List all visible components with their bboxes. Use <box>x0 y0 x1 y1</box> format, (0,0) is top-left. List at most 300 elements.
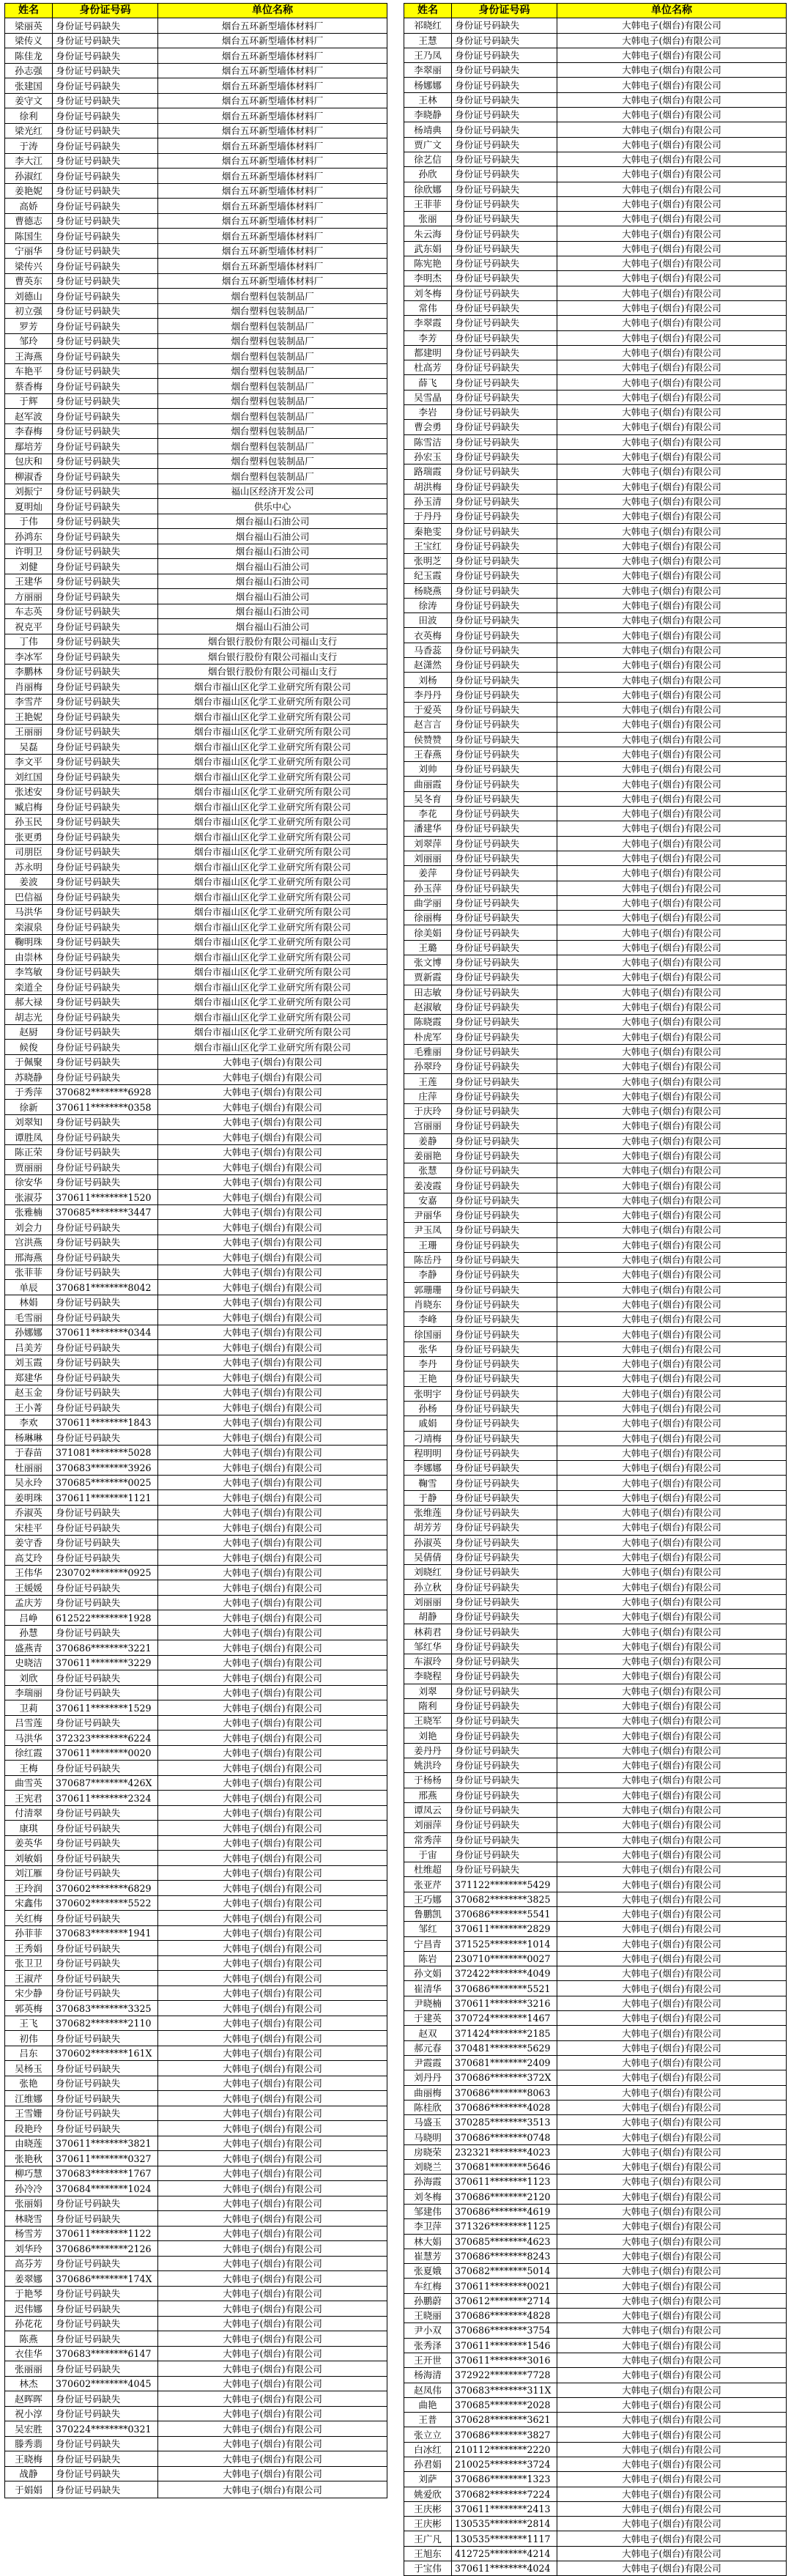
person-name-cell: 车淑玲 <box>404 1654 452 1668</box>
employer-cell: 大韩电子(烟台)有限公司 <box>158 1625 387 1640</box>
id-number-cell: 身份证号码缺失 <box>452 420 557 434</box>
table-row <box>5 1250 387 1265</box>
employer-cell: 大韩电子(烟台)有限公司 <box>158 2361 387 2377</box>
id-number-cell: 身份证号码缺失 <box>452 807 557 821</box>
employer-cell: 大韩电子(烟台)有限公司 <box>158 1250 387 1265</box>
id-number-cell: 身份证号码缺失 <box>452 851 557 865</box>
id-number-cell: 370611********1123 <box>452 2175 557 2189</box>
id-number-cell: 371326********1125 <box>452 2219 557 2234</box>
person-name-cell: 秦艳雯 <box>404 524 452 538</box>
id-number-cell: 370612********2714 <box>452 2293 557 2308</box>
person-name-cell: 张菲菲 <box>5 1265 53 1280</box>
person-name-cell: 陈正荣 <box>5 1144 53 1160</box>
person-name-cell: 巴信福 <box>5 889 53 905</box>
id-number-cell: 身份证号码缺失 <box>53 423 158 439</box>
employer-cell: 烟台五环新型墙体材料厂 <box>158 63 387 78</box>
id-number-cell: 身份证号码缺失 <box>53 1985 158 2001</box>
person-name-cell: 尹小双 <box>404 2323 452 2338</box>
person-name-cell: 杨雪芳 <box>5 2226 53 2241</box>
employer-cell: 大韩电子(烟台)有限公司 <box>158 1220 387 1235</box>
employer-cell: 烟台五环新型墙体材料厂 <box>158 78 387 94</box>
employer-cell: 大韩电子(烟台)有限公司 <box>557 2427 787 2442</box>
employer-cell: 大韩电子(烟台)有限公司 <box>557 78 787 92</box>
id-number-cell: 身份证号码缺失 <box>53 1355 158 1370</box>
table-row <box>404 1223 787 1237</box>
id-number-cell: 身份证号码缺失 <box>452 747 557 761</box>
employer-cell: 大韩电子(烟台)有限公司 <box>557 2397 787 2412</box>
employer-cell: 大韩电子(烟台)有限公司 <box>557 345 787 360</box>
person-name-cell: 马洪华 <box>5 1731 53 1746</box>
table-row <box>404 2531 787 2546</box>
id-number-cell: 身份证号码缺失 <box>452 1431 557 1446</box>
id-number-cell: 身份证号码缺失 <box>452 970 557 985</box>
table-row <box>404 628 787 643</box>
person-name-cell: 李欢 <box>5 1415 53 1430</box>
id-number-cell: 412725********4214 <box>452 2546 557 2561</box>
table-row <box>5 1821 387 1836</box>
employer-cell: 烟台五环新型墙体材料厂 <box>158 243 387 259</box>
employer-cell: 大韩电子(烟台)有限公司 <box>557 895 787 910</box>
person-name-cell: 王珊 <box>404 1237 452 1252</box>
table-row <box>404 2115 787 2130</box>
person-name-cell: 丁伟 <box>5 634 53 649</box>
table-row <box>5 1925 387 1941</box>
table-row <box>404 925 787 940</box>
table-row <box>5 1955 387 1971</box>
employer-cell: 大韩电子(烟台)有限公司 <box>557 1163 787 1178</box>
table-row <box>5 1174 387 1190</box>
employer-cell: 大韩电子(烟台)有限公司 <box>158 2256 387 2271</box>
table-row <box>404 1401 787 1415</box>
table-row <box>5 964 387 980</box>
person-name-cell: 马洪华 <box>5 904 53 919</box>
id-number-cell: 身份证号码缺失 <box>53 604 158 619</box>
employer-cell: 大韩电子(烟台)有限公司 <box>557 569 787 583</box>
person-name-cell: 于辉 <box>5 393 53 409</box>
id-number-cell: 身份证号码缺失 <box>53 2286 158 2301</box>
id-number-cell: 身份证号码缺失 <box>53 1370 158 1385</box>
employer-cell: 大韩电子(烟台)有限公司 <box>557 449 787 464</box>
person-name-cell: 李笃敏 <box>5 964 53 980</box>
table-row <box>5 2106 387 2121</box>
id-number-cell: 身份证号码缺失 <box>53 2361 158 2377</box>
employer-cell: 烟台塑料包装制品厂 <box>158 469 387 484</box>
person-name-cell: 陈岩 <box>404 1951 452 1966</box>
employer-cell: 大韩电子(烟台)有限公司 <box>557 1535 787 1550</box>
table-row <box>404 2353 787 2367</box>
table-row <box>5 1941 387 1956</box>
table-row <box>404 2383 787 2397</box>
id-number-cell: 身份证号码缺失 <box>53 303 158 319</box>
person-name-cell: 陈宪艳 <box>404 256 452 271</box>
table-row <box>5 1445 387 1460</box>
employer-cell: 大韩电子(烟台)有限公司 <box>557 2115 787 2130</box>
id-number-cell: 身份证号码缺失 <box>452 33 557 48</box>
employer-cell: 大韩电子(烟台)有限公司 <box>557 807 787 821</box>
table-row <box>5 1475 387 1490</box>
id-number-cell: 130535********2814 <box>452 2517 557 2531</box>
table-row <box>5 1550 387 1566</box>
table-row <box>5 2271 387 2287</box>
table-row <box>5 2436 387 2451</box>
employer-cell: 烟台福山石油公司 <box>158 559 387 574</box>
id-number-cell: 230710********0027 <box>452 1951 557 1966</box>
employer-cell: 大韩电子(烟台)有限公司 <box>557 2338 787 2353</box>
id-number-cell: 身份证号码缺失 <box>452 1327 557 1341</box>
table-row <box>5 1505 387 1520</box>
employer-cell: 烟台五环新型墙体材料厂 <box>158 213 387 229</box>
table-row <box>404 1773 787 1788</box>
person-name-cell: 杜高芳 <box>404 360 452 375</box>
person-name-cell: 张丽娟 <box>5 2196 53 2211</box>
table-row <box>5 2466 387 2481</box>
id-number-cell: 身份证号码缺失 <box>53 874 158 889</box>
person-name-cell: 张文博 <box>404 955 452 970</box>
id-number-cell: 身份证号码缺失 <box>53 243 158 259</box>
employer-cell: 大韩电子(烟台)有限公司 <box>158 2196 387 2211</box>
person-name-cell: 刘振宁 <box>5 484 53 499</box>
employer-cell: 大韩电子(烟台)有限公司 <box>158 2436 387 2451</box>
employer-cell: 大韩电子(烟台)有限公司 <box>158 1971 387 1986</box>
table-row <box>404 286 787 300</box>
table-row <box>404 538 787 553</box>
header-name: 姓名 <box>404 4 452 18</box>
employer-cell: 大韩电子(烟台)有限公司 <box>158 1520 387 1536</box>
employer-cell: 大韩电子(烟台)有限公司 <box>158 1370 387 1385</box>
employer-cell: 大韩电子(烟台)有限公司 <box>158 2121 387 2136</box>
person-name-cell: 杨琳琳 <box>5 1430 53 1446</box>
id-number-cell: 身份证号码缺失 <box>452 1223 557 1237</box>
table-row <box>5 33 387 48</box>
table-row <box>5 1280 387 1295</box>
person-name-cell: 徐欣娜 <box>404 182 452 196</box>
id-number-cell: 370611********0021 <box>452 2279 557 2293</box>
person-name-cell: 姜丽艳 <box>404 1148 452 1163</box>
person-name-cell: 白冰红 <box>404 2442 452 2457</box>
employer-cell: 大韩电子(烟台)有限公司 <box>557 1936 787 1951</box>
table-row <box>404 345 787 360</box>
person-name-cell: 陈佳龙 <box>5 48 53 64</box>
id-number-cell: 身份证号码缺失 <box>452 256 557 271</box>
id-number-cell: 身份证号码缺失 <box>53 1340 158 1355</box>
id-number-cell: 身份证号码缺失 <box>452 182 557 196</box>
id-number-cell: 身份证号码缺失 <box>53 259 158 274</box>
person-name-cell: 宋少静 <box>5 1985 53 2001</box>
table-row <box>5 1520 387 1536</box>
id-number-cell: 身份证号码缺失 <box>452 18 557 33</box>
id-number-cell: 370687********426X <box>53 1775 158 1791</box>
employer-cell: 大韩电子(烟台)有限公司 <box>158 1325 387 1340</box>
person-name-cell: 刘翠知 <box>5 1114 53 1130</box>
table-row <box>404 2234 787 2249</box>
person-name-cell: 陈国生 <box>5 229 53 244</box>
table-row <box>5 1340 387 1355</box>
table-row <box>404 1788 787 1802</box>
roster-table-right <box>404 3 787 2576</box>
table-row <box>404 911 787 925</box>
id-number-cell: 身份证号码缺失 <box>452 1550 557 1564</box>
table-row <box>404 360 787 375</box>
id-number-cell: 370681********8042 <box>53 1280 158 1295</box>
id-number-cell: 身份证号码缺失 <box>452 821 557 836</box>
employer-cell: 大韩电子(烟台)有限公司 <box>557 702 787 717</box>
employer-cell: 大韩电子(烟台)有限公司 <box>557 762 787 777</box>
employer-cell: 大韩电子(烟台)有限公司 <box>557 791 787 806</box>
id-number-cell: 370685********3447 <box>53 1204 158 1220</box>
person-name-cell: 赵淑敏 <box>404 999 452 1014</box>
id-number-cell: 身份证号码缺失 <box>53 634 158 649</box>
table-row <box>5 1310 387 1325</box>
header-id-number: 身份证号码 <box>452 4 557 18</box>
table-row <box>5 709 387 725</box>
table-row <box>404 92 787 107</box>
id-number-cell: 370611********1121 <box>53 1490 158 1506</box>
person-name-cell: 王宝红 <box>404 538 452 553</box>
person-name-cell: 江维娜 <box>5 2091 53 2106</box>
id-number-cell: 身份证号码缺失 <box>53 1070 158 1085</box>
id-number-cell: 身份证号码缺失 <box>53 439 158 454</box>
person-name-cell: 王艳妮 <box>5 709 53 725</box>
id-number-cell: 身份证号码缺失 <box>53 108 158 124</box>
employer-cell: 大韩电子(烟台)有限公司 <box>557 256 787 271</box>
employer-cell: 大韩电子(烟台)有限公司 <box>557 420 787 434</box>
employer-cell: 大韩电子(烟台)有限公司 <box>557 1892 787 1906</box>
employer-cell: 大韩电子(烟台)有限公司 <box>557 152 787 166</box>
employer-cell: 烟台塑料包装制品厂 <box>158 423 387 439</box>
id-number-cell: 身份证号码缺失 <box>452 92 557 107</box>
table-row <box>5 1265 387 1280</box>
employer-cell: 烟台五环新型墙体材料厂 <box>158 48 387 64</box>
table-row <box>404 1208 787 1223</box>
table-row <box>5 514 387 529</box>
employer-cell: 大韩电子(烟台)有限公司 <box>557 2323 787 2338</box>
person-name-cell: 杨晓燕 <box>404 583 452 598</box>
id-number-cell: 370683********1941 <box>53 1925 158 1941</box>
employer-cell: 大韩电子(烟台)有限公司 <box>158 1160 387 1175</box>
employer-cell: 大韩电子(烟台)有限公司 <box>557 2160 787 2175</box>
person-name-cell: 栾道全 <box>5 980 53 995</box>
employer-cell: 大韩电子(烟台)有限公司 <box>557 434 787 449</box>
table-row <box>5 1130 387 1145</box>
person-name-cell: 王春燕 <box>404 747 452 761</box>
table-row <box>404 2130 787 2144</box>
id-number-cell: 身份证号码缺失 <box>53 559 158 574</box>
table-row <box>5 1685 387 1700</box>
table-row <box>5 1460 387 1476</box>
table-row <box>404 777 787 791</box>
id-number-cell: 身份证号码缺失 <box>53 2256 158 2271</box>
table-row <box>404 48 787 62</box>
id-number-cell: 身份证号码缺失 <box>53 213 158 229</box>
table-row <box>404 2517 787 2531</box>
table-row <box>5 303 387 319</box>
table-row <box>404 2189 787 2204</box>
table-row <box>404 241 787 256</box>
employer-cell: 大韩电子(烟台)有限公司 <box>557 940 787 955</box>
id-number-cell: 身份证号码缺失 <box>452 1312 557 1327</box>
person-name-cell: 王普 <box>404 2413 452 2427</box>
table-row <box>404 524 787 538</box>
person-name-cell: 林杰 <box>5 2376 53 2391</box>
id-number-cell: 身份证号码缺失 <box>452 449 557 464</box>
id-number-cell: 身份证号码缺失 <box>452 1654 557 1668</box>
person-name-cell: 肖晓东 <box>404 1297 452 1311</box>
person-name-cell: 宁昌青 <box>404 1936 452 1951</box>
employer-cell: 大韩电子(烟台)有限公司 <box>158 1565 387 1580</box>
table-row <box>5 2331 387 2347</box>
person-name-cell: 王艳 <box>404 1372 452 1386</box>
table-row <box>404 226 787 241</box>
id-number-cell: 身份证号码缺失 <box>452 1594 557 1609</box>
table-row <box>404 1936 787 1951</box>
table-row <box>404 2309 787 2323</box>
id-number-cell: 身份证号码缺失 <box>452 1520 557 1535</box>
person-name-cell: 邹玲 <box>5 333 53 349</box>
table-row <box>5 619 387 634</box>
employer-cell: 大韩电子(烟台)有限公司 <box>557 970 787 985</box>
person-name-cell: 姜波 <box>5 874 53 889</box>
employer-cell: 大韩电子(烟台)有限公司 <box>557 182 787 196</box>
id-number-cell: 身份证号码缺失 <box>53 2196 158 2211</box>
person-name-cell: 盛燕青 <box>5 1640 53 1656</box>
id-number-cell: 身份证号码缺失 <box>452 405 557 420</box>
employer-cell: 大韩电子(烟台)有限公司 <box>557 226 787 241</box>
table-row <box>5 1881 387 1896</box>
person-name-cell: 隋利 <box>404 1698 452 1713</box>
person-name-cell: 王梅 <box>5 1761 53 1776</box>
employer-cell: 大韩电子(烟台)有限公司 <box>557 687 787 702</box>
person-name-cell: 张明芝 <box>404 553 452 568</box>
id-number-cell: 身份证号码缺失 <box>53 169 158 184</box>
person-name-cell: 崔清华 <box>404 1981 452 1996</box>
employer-cell: 大韩电子(烟台)有限公司 <box>557 1059 787 1074</box>
employer-cell: 大韩电子(烟台)有限公司 <box>158 1821 387 1836</box>
table-row <box>404 1802 787 1817</box>
person-name-cell: 徐丽梅 <box>404 911 452 925</box>
person-name-cell: 马盛玉 <box>404 2115 452 2130</box>
employer-cell: 烟台市福山区化学工业研究所有限公司 <box>158 709 387 725</box>
person-name-cell: 孟庆芳 <box>5 1595 53 1610</box>
person-name-cell: 陈晓霞 <box>404 1015 452 1029</box>
id-number-cell: 身份证号码缺失 <box>452 1119 557 1133</box>
id-number-cell: 身份证号码缺失 <box>53 1295 158 1310</box>
person-name-cell: 曹会勇 <box>404 420 452 434</box>
table-row <box>404 970 787 985</box>
person-name-cell: 姜翠娜 <box>5 2271 53 2287</box>
employer-cell: 大韩电子(烟台)有限公司 <box>557 1015 787 1029</box>
person-name-cell: 姜丹丹 <box>404 1743 452 1758</box>
id-number-cell: 身份证号码缺失 <box>452 1847 557 1862</box>
id-number-cell: 370681********2409 <box>452 2055 557 2070</box>
id-number-cell: 130535********1117 <box>452 2531 557 2546</box>
id-number-cell: 身份证号码缺失 <box>53 1835 158 1851</box>
person-name-cell: 邹建伟 <box>404 2204 452 2218</box>
id-number-cell: 身份证号码缺失 <box>452 1074 557 1089</box>
employer-cell: 大韩电子(烟台)有限公司 <box>557 1044 787 1059</box>
person-name-cell: 鞠雪 <box>404 1476 452 1490</box>
employer-cell: 大韩电子(烟台)有限公司 <box>557 911 787 925</box>
employer-cell: 烟台市福山区化学工业研究所有限公司 <box>158 934 387 950</box>
employer-cell: 烟台银行股份有限公司福山支行 <box>158 664 387 679</box>
id-number-cell: 身份证号码缺失 <box>53 63 158 78</box>
person-name-cell: 曹英东 <box>5 273 53 289</box>
employer-cell: 大韩电子(烟台)有限公司 <box>557 92 787 107</box>
employer-cell: 大韩电子(烟台)有限公司 <box>158 1235 387 1250</box>
person-name-cell: 王莲 <box>404 1074 452 1089</box>
person-name-cell: 王建华 <box>5 574 53 589</box>
employer-cell: 烟台市福山区化学工业研究所有限公司 <box>158 829 387 845</box>
table-row <box>5 844 387 859</box>
table-row <box>5 1775 387 1791</box>
employer-cell: 大韩电子(烟台)有限公司 <box>158 2016 387 2031</box>
id-number-cell: 身份证号码缺失 <box>452 732 557 747</box>
table-row <box>404 1818 787 1832</box>
employer-cell: 大韩电子(烟台)有限公司 <box>158 2286 387 2301</box>
table-row <box>5 2391 387 2407</box>
id-number-cell: 身份证号码缺失 <box>53 799 158 815</box>
person-name-cell: 刘晓红 <box>404 1565 452 1580</box>
person-name-cell: 李春梅 <box>5 423 53 439</box>
table-row <box>404 63 787 78</box>
employer-cell: 大韩电子(烟台)有限公司 <box>557 2175 787 2189</box>
employer-cell: 大韩电子(烟台)有限公司 <box>158 1535 387 1550</box>
person-name-cell: 纪玉霞 <box>404 569 452 583</box>
person-name-cell: 姜静 <box>404 1133 452 1148</box>
person-name-cell: 孙淑英 <box>404 1535 452 1550</box>
id-number-cell: 身份证号码缺失 <box>53 679 158 695</box>
table-row <box>5 1670 387 1686</box>
person-name-cell: 宋鑫伟 <box>5 1895 53 1911</box>
employer-cell: 大韩电子(烟台)有限公司 <box>158 1761 387 1776</box>
id-number-cell: 身份证号码缺失 <box>53 2391 158 2407</box>
table-row <box>404 1461 787 1476</box>
person-name-cell: 郭英梅 <box>5 2001 53 2016</box>
person-name-cell: 刘丽萍 <box>404 1818 452 1832</box>
employer-cell: 大韩电子(烟台)有限公司 <box>158 1340 387 1355</box>
employer-cell: 大韩电子(烟台)有限公司 <box>557 1029 787 1044</box>
employer-cell: 大韩电子(烟台)有限公司 <box>158 2421 387 2437</box>
id-number-cell: 身份证号码缺失 <box>452 1818 557 1832</box>
table-row <box>404 999 787 1014</box>
employer-cell: 烟台福山石油公司 <box>158 529 387 544</box>
employer-cell: 大韩电子(烟台)有限公司 <box>557 583 787 598</box>
table-row <box>404 1178 787 1193</box>
employer-cell: 大韩电子(烟台)有限公司 <box>557 122 787 137</box>
person-name-cell: 邹红 <box>404 1922 452 1936</box>
id-number-cell: 身份证号码缺失 <box>53 1851 158 1866</box>
employer-cell: 大韩电子(烟台)有限公司 <box>158 1610 387 1626</box>
table-row <box>404 2323 787 2338</box>
person-name-cell: 贾丽丽 <box>5 1160 53 1175</box>
id-number-cell: 身份证号码缺失 <box>452 48 557 62</box>
table-row <box>404 1416 787 1431</box>
employer-cell: 大韩电子(烟台)有限公司 <box>557 375 787 390</box>
employer-cell: 大韩电子(烟台)有限公司 <box>158 1385 387 1400</box>
table-row <box>5 273 387 289</box>
table-row <box>404 1698 787 1713</box>
employer-cell: 烟台市福山区化学工业研究所有限公司 <box>158 1024 387 1040</box>
employer-cell: 大韩电子(烟台)有限公司 <box>557 598 787 612</box>
employer-cell: 大韩电子(烟台)有限公司 <box>557 1773 787 1788</box>
table-row <box>5 2241 387 2257</box>
person-name-cell: 王雪姗 <box>5 2106 53 2121</box>
person-name-cell: 李翠丽 <box>404 63 452 78</box>
id-number-cell: 身份证号码缺失 <box>452 1372 557 1386</box>
table-row <box>404 1327 787 1341</box>
person-name-cell: 刘华玲 <box>5 2241 53 2257</box>
employer-cell: 大韩电子(烟台)有限公司 <box>557 212 787 226</box>
person-name-cell: 李鹏林 <box>5 664 53 679</box>
